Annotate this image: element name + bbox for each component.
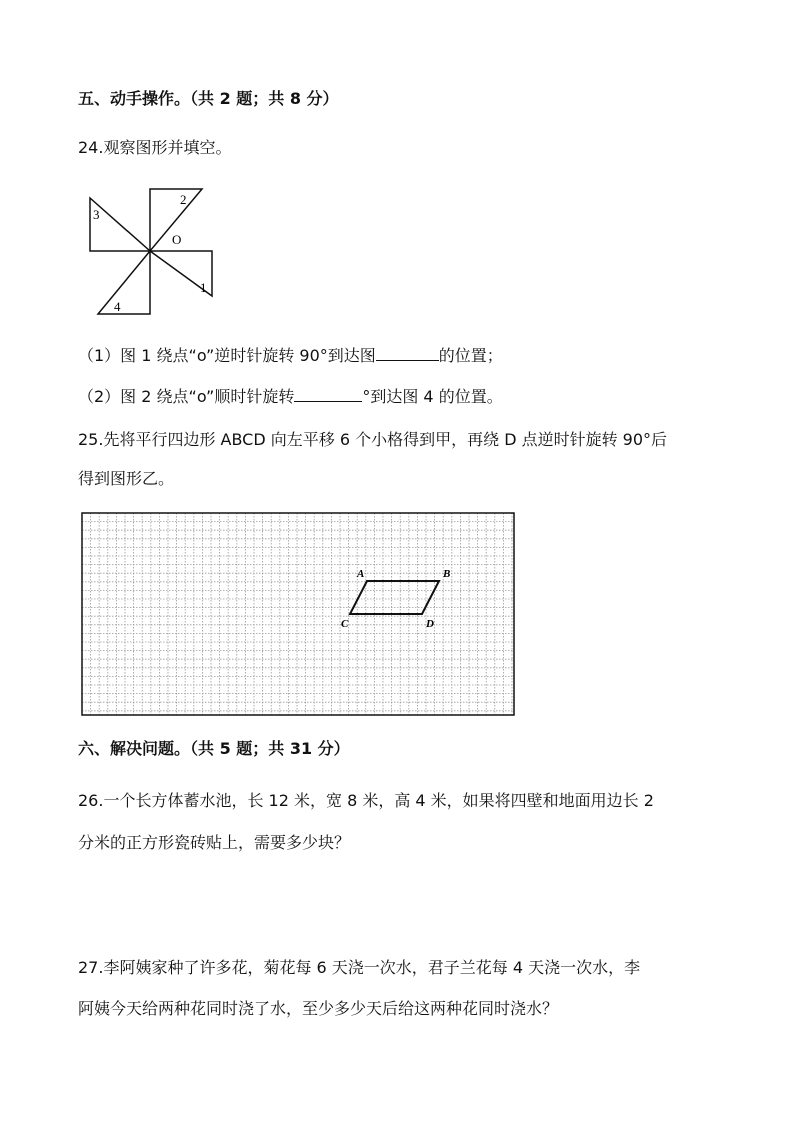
label-2: 2: [180, 192, 187, 207]
part-1-text-before: （1）图 1 绕点“o”逆时针旋转 90°到达图: [78, 346, 376, 365]
question-25-line-1: 25.先将平行四边形 ABCD 向左平移 6 个小格得到甲，再绕 D 点逆时针旋转 90°后: [78, 430, 668, 449]
question-27-line-1: 27.李阿姨家种了许多花，菊花每 6 天浇一次水，君子兰花每 4 天浇一次水，李: [78, 958, 641, 977]
question-26-line-2: 分米的正方形瓷砖贴上，需要多少块？: [78, 833, 351, 852]
label-3: 3: [93, 207, 100, 222]
part-2-answer-blank[interactable]: [294, 385, 362, 402]
part-1-answer-blank[interactable]: [376, 344, 439, 361]
section-5-heading: 五、动手操作。（共 2 题；共 8 分）: [78, 89, 339, 108]
label-center-o: O: [172, 232, 182, 247]
grid-figure: [81, 512, 517, 718]
triangle-3: [90, 198, 150, 251]
vertex-label-d: D: [426, 618, 434, 630]
vertex-label-c: C: [341, 618, 349, 630]
section-6-heading: 六、解决问题。（共 5 题；共 31 分）: [78, 739, 350, 758]
triangle-4: [98, 251, 150, 314]
part-1-text-after: 的位置；: [438, 346, 503, 365]
question-24-part-2: [78, 385, 503, 408]
question-27-line-2: 阿姨今天给两种花同时浇了水，至少多少天后给这两种花同时浇水？: [78, 999, 559, 1018]
pinwheel-figure: [84, 184, 224, 319]
question-24-prompt: 24.观察图形并填空。: [78, 138, 232, 157]
question-26-line-1: 26.一个长方体蓄水池，长 12 米，宽 8 米，高 4 米，如果将四壁和地面用边长 2: [78, 791, 654, 810]
question-25-line-2: 得到图形乙。: [78, 469, 175, 488]
part-2-text-after: °到达图 4 的位置。: [362, 387, 503, 406]
part-2-text-before: （2）图 2 绕点“o”顺时针旋转: [78, 387, 295, 406]
label-4: 4: [114, 299, 121, 314]
vertex-label-a: A: [357, 568, 365, 580]
label-1: 1: [200, 280, 207, 295]
grid-lines: [82, 513, 514, 715]
vertex-label-b: B: [443, 568, 451, 580]
question-24-part-1: [78, 344, 503, 367]
